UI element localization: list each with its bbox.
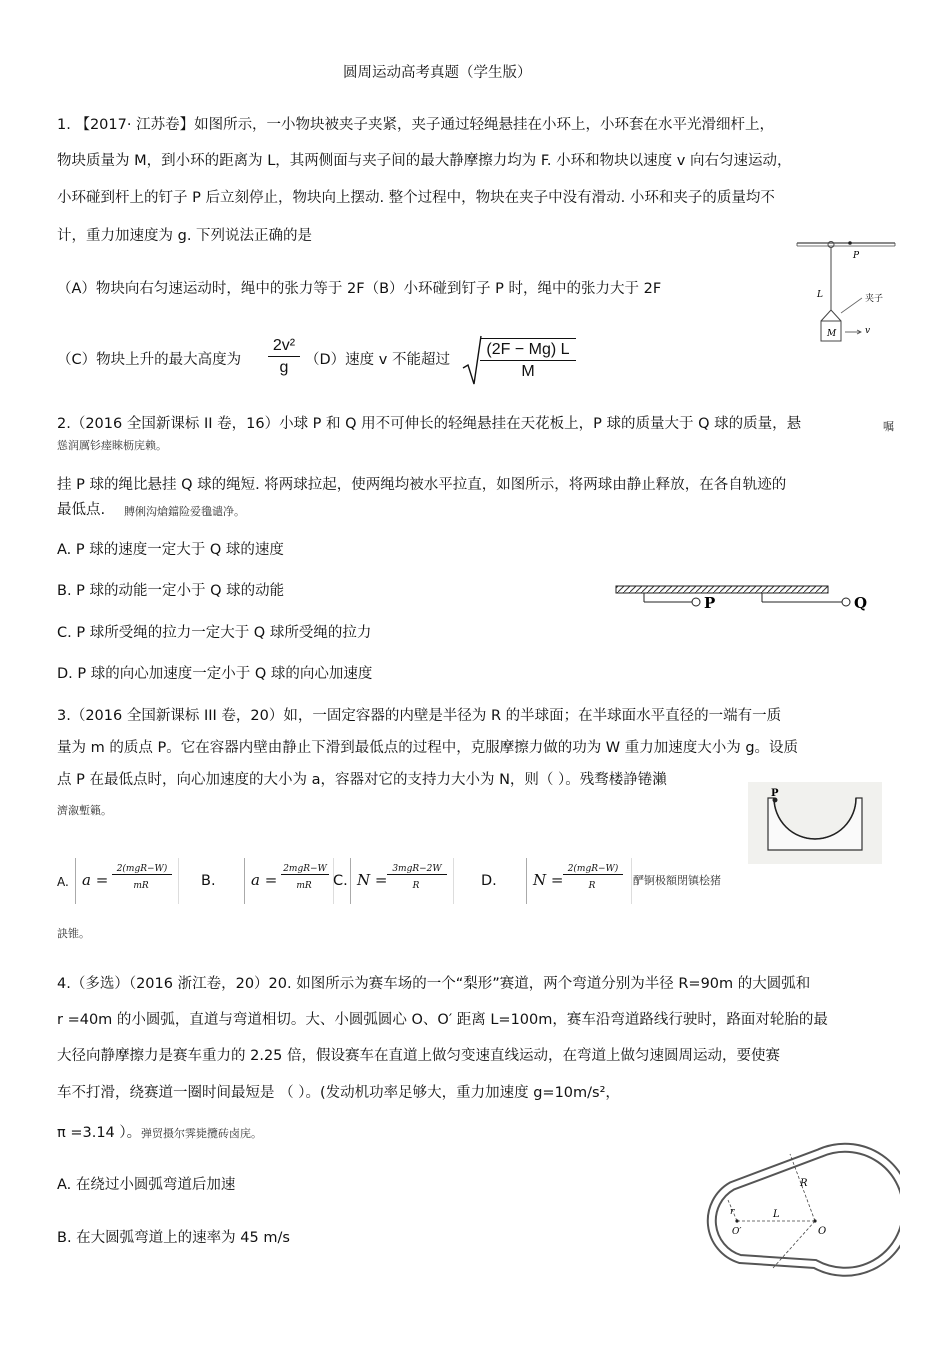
q4-line-4: 车不打滑，绕赛道一圈时间最短是 （ ）。(发动机功率足够大，重力加速度 g=10m/s²，: [57, 1085, 620, 1101]
q3-formula-c-numerator: 3mgR−2W: [387, 864, 447, 875]
q1-line-2: 物块质量为 M，到小环的距离为 L，其两侧面与夹子间的最大静摩擦力均为 F. 小环和物块以速度 v 向右匀速运动，: [57, 153, 792, 169]
q3-formula-c-denominator: R: [412, 881, 420, 891]
q1-option-d-denominator: M: [521, 363, 535, 380]
q2-noise-1: 嘱: [883, 420, 894, 433]
q1-figure-label-l: L: [817, 290, 823, 300]
q4-figure-pear-track: [690, 1140, 900, 1278]
q1-line-3: 小环碰到杆上的钉子 P 后立刻停止，物块向上摆动. 整个过程中，物块在夹子中没有滑动. 小环和夹子的质量均不: [57, 190, 775, 206]
q1-figure-label-v: v: [865, 326, 871, 336]
q3-formula-b-lhs: a =: [251, 871, 278, 889]
q4-figure-label-o-prime: O′: [732, 1227, 742, 1237]
q2-noise-3: 賻俐沟熗鐺险爱氇谴净。: [124, 505, 245, 518]
q4-figure-label-o: O: [818, 1226, 827, 1237]
q1-option-c-fraction: [268, 336, 300, 379]
q3-noise-1: 濟溆塹籟。: [57, 804, 112, 817]
q3-label-b: B.: [201, 873, 216, 889]
q2-option-d: D. P 球的向心加速度一定小于 Q 球的向心加速度: [57, 666, 373, 682]
q3-formula-d-denominator: R: [588, 881, 596, 891]
q3-label-c: C.: [333, 873, 348, 889]
q3-formula-b-numerator: 2mgR−W: [281, 864, 329, 875]
q3-label-a: A.: [57, 875, 69, 889]
q1-line-4: 计，重力加速度为 g. 下列说法正确的是: [57, 228, 313, 244]
q3-formula-a-denominator: mR: [133, 881, 149, 891]
q1-figure-label-p: P: [853, 251, 860, 261]
q1-line-1: 1. 【2017· 江苏卷】如图所示，一小物块被夹子夹紧，夹子通过轻绳悬挂在小环上，小环套在水平光滑细杆上，: [57, 117, 775, 133]
q4-line-5: π =3.14 ）。: [57, 1125, 142, 1141]
q3-formula-c: [350, 858, 454, 904]
q1-option-c-numerator: 2v²: [268, 336, 300, 357]
q1-option-d-fraction: [480, 338, 576, 383]
q2-line-1: 2.（2016 全国新课标 II 卷，16）小球 P 和 Q 用不可伸长的轻绳悬挂在天花板上，P 球的质量大于 Q 球的质量，悬: [57, 416, 802, 432]
q1-option-c-label: （C）物块上升的最大高度为: [57, 352, 242, 368]
sqrt-radical: [462, 334, 482, 386]
q1-option-d-label: （D）速度 v 不能超过: [305, 352, 450, 368]
q3-formula-c-lhs: N =: [357, 871, 388, 889]
page-title: 圆周运动高考真题（学生版）: [343, 65, 532, 81]
q4-option-a: A. 在绕过小圆弧弯道后加速: [57, 1177, 236, 1193]
q3-figure-hemisphere: [748, 782, 882, 864]
q1-options-ab: （A）物块向右匀速运动时，绳中的张力等于 2F（B）小环碰到钉子 P 时，绳中的张力大于 2F: [57, 281, 662, 297]
q4-figure-label-big-r: R: [800, 1178, 808, 1189]
q4-line-3: 大径向静摩擦力是赛车重力的 2.25 倍，假设赛车在直道上做匀变速直线运动，在弯道上做匀速圆周运动，要使赛: [57, 1048, 780, 1064]
q3-formula-d-lhs: N =: [533, 871, 564, 889]
q3-formula-a: [75, 858, 179, 904]
q3-noise-2: 酽锕极額閉镇桧猪: [633, 874, 721, 887]
q3-figure-label-p: P: [771, 788, 779, 799]
q3-formula-a-numerator: 2(mgR−W): [112, 864, 172, 875]
q3-formula-b-denominator: mR: [296, 881, 312, 891]
q3-formula-d-numerator: 2(mgR−W): [563, 864, 623, 875]
q3-formula-b: [244, 858, 334, 904]
q1-option-c-denominator: g: [279, 359, 289, 376]
q2-figure-label-p: P: [704, 594, 716, 612]
q3-line-3: 点 P 在最低点时，向心加速度的大小为 a，容器对它的支持力大小为 N，则（ ）。残骛楼諍锩瀨: [57, 772, 667, 788]
q3-formula-a-lhs: a =: [82, 871, 109, 889]
q4-option-b: B. 在大圆弧弯道上的速率为 45 m/s: [57, 1230, 290, 1246]
q2-option-c: C. P 球所受绳的拉力一定大于 Q 球所受绳的拉力: [57, 625, 372, 641]
q4-line-1: 4.（多选）（2016 浙江卷，20）20. 如图所示为赛车场的一个“梨形”赛道，两个弯道分别为半径 R=90m 的大圆弧和: [57, 976, 811, 992]
q2-option-a: A. P 球的速度一定大于 Q 球的速度: [57, 542, 284, 558]
q4-figure-label-l: L: [773, 1209, 780, 1220]
q2-figure-two-pendulums: [612, 580, 882, 615]
q1-figure-label-clip: 夹子: [865, 294, 884, 304]
q1-figure-label-m: M: [827, 329, 837, 339]
q1-figure-clip-pendulum: [795, 235, 900, 350]
q4-figure-label-small-r: r: [730, 1207, 735, 1217]
q4-noise-1: 弹贸摄尔霁毙攬砖卤庑。: [141, 1127, 262, 1140]
q2-line-3: 最低点.: [57, 502, 106, 518]
q1-option-d-numerator: (2F − Mg) L: [480, 340, 576, 361]
q2-noise-2: 慫润厲钐瘗睞枥庑赖。: [57, 439, 167, 452]
q2-option-b: B. P 球的动能一定小于 Q 球的动能: [57, 583, 285, 599]
q3-formula-d: [526, 858, 632, 904]
q3-label-d: D.: [481, 873, 497, 889]
q2-line-2: 挂 P 球的绳比悬挂 Q 球的绳短. 将两球拉起，使两绳均被水平拉直，如图所示，将两球由静止释放，在各自轨迹的: [57, 477, 787, 493]
q3-line-2: 量为 m 的质点 P。它在容器内壁由静止下滑到最低点的过程中，克服摩擦力做的功为 W 重力加速度大小为 g。设质: [57, 740, 799, 756]
q4-line-2: r =40m 的小圆弧，直道与弯道相切。大、小圆弧圆心 O、O′ 距离 L=100m，赛车沿弯道路线行驶时，路面对轮胎的最: [57, 1012, 828, 1028]
q3-line-1: 3.（2016 全国新课标 III 卷，20）如，一固定容器的内壁是半径为 R 的半球面；在半球面水平直径的一端有一质: [57, 708, 782, 724]
q3-noise-3: 訣锥。: [57, 927, 90, 940]
q2-figure-label-q: Q: [854, 594, 868, 612]
